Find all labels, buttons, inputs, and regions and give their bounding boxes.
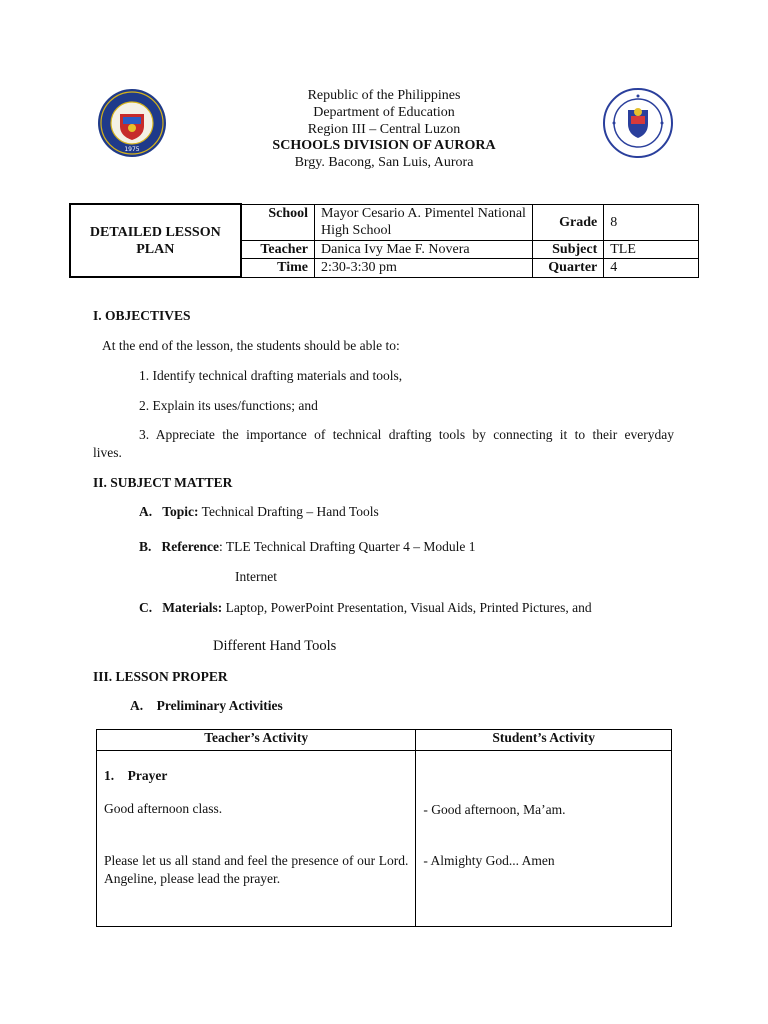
teacher-activity-cell: [97, 751, 416, 927]
quarter-value: 4: [604, 258, 699, 277]
teacher-activity-header: Teacher’s Activity: [97, 730, 416, 751]
student-activity-cell: [416, 751, 672, 927]
school-label: School: [241, 204, 315, 240]
reference-internet: Internet: [235, 569, 277, 584]
header-line-3: Region III – Central Luzon: [307, 122, 461, 137]
objectives-heading: I. OBJECTIVES: [93, 308, 191, 323]
objective-3: 3. Appreciate the importance of technical drafting tools by connecting it to their everyday: [139, 427, 674, 442]
objectives-intro: At the end of the lesson, the students should be able to:: [102, 338, 400, 353]
header-line-2: Department of Education: [313, 105, 455, 120]
materials-value: Laptop, PowerPoint Presentation, Visual Aids, Printed Pictures, and: [225, 600, 592, 615]
teacher-greeting: Good afternoon class.: [104, 801, 223, 816]
preliminary-activities-heading: [130, 698, 283, 714]
quarter-label: Quarter: [533, 258, 604, 277]
time-value: 2:30-3:30 pm: [315, 258, 533, 277]
header-line-1: Republic of the Philippines: [307, 88, 461, 103]
topic-value: Technical Drafting – Hand Tools: [201, 504, 379, 519]
student-greeting: - Good afternoon, Ma’am.: [423, 802, 566, 817]
dlp-title: DETAILED LESSON PLAN: [70, 204, 241, 277]
preliminary-title: Preliminary Activities: [156, 698, 283, 713]
reference-line: [139, 539, 475, 555]
grade-label: Grade: [533, 204, 604, 240]
subject-value: TLE: [604, 240, 699, 258]
svg-text:1975: 1975: [124, 146, 140, 153]
materials-marker: C.: [139, 600, 153, 615]
grade-value: 8: [604, 204, 699, 240]
objective-2: 2. Explain its uses/functions; and: [139, 398, 318, 413]
objective-3-cont: lives.: [93, 445, 122, 460]
objective-1: 1. Identify technical drafting materials and tools,: [139, 368, 403, 383]
header-line-5: Brgy. Bacong, San Luis, Aurora: [294, 155, 474, 170]
topic-label: Topic:: [162, 504, 199, 519]
topic-marker: A.: [139, 504, 153, 519]
subject-matter-heading: II. SUBJECT MATTER: [93, 475, 233, 490]
teacher-prayer-instruction: Please let us all stand and feel the presence of our Lord. Angeline, please lead the prayer.: [104, 853, 409, 886]
prayer-heading: [104, 768, 408, 784]
activity-table: [96, 729, 672, 927]
preliminary-marker: A.: [130, 698, 144, 713]
prayer-title: Prayer: [127, 768, 168, 783]
materials-label: Materials:: [162, 600, 223, 615]
time-label: Time: [241, 258, 315, 277]
reference-label: Reference: [161, 539, 219, 554]
teacher-label: Teacher: [241, 240, 315, 258]
prayer-marker: 1.: [104, 768, 115, 783]
reference-marker: B.: [139, 539, 152, 554]
materials-continued: Different Hand Tools: [213, 638, 337, 654]
materials-line: [139, 600, 592, 616]
lesson-info-table: [69, 203, 699, 278]
topic-line: [139, 504, 379, 520]
lesson-proper-heading: III. LESSON PROPER: [93, 669, 228, 684]
student-activity-header: Student’s Activity: [416, 730, 672, 751]
teacher-value: Danica Ivy Mae F. Novera: [315, 240, 533, 258]
reference-value: : TLE Technical Drafting Quarter 4 – Module 1: [218, 539, 476, 554]
student-prayer: - Almighty God... Amen: [423, 853, 555, 868]
header-line-4: SCHOOLS DIVISION OF AURORA: [272, 138, 496, 153]
subject-label: Subject: [533, 240, 604, 258]
school-value: Mayor Cesario A. Pimentel National High School: [315, 204, 533, 240]
